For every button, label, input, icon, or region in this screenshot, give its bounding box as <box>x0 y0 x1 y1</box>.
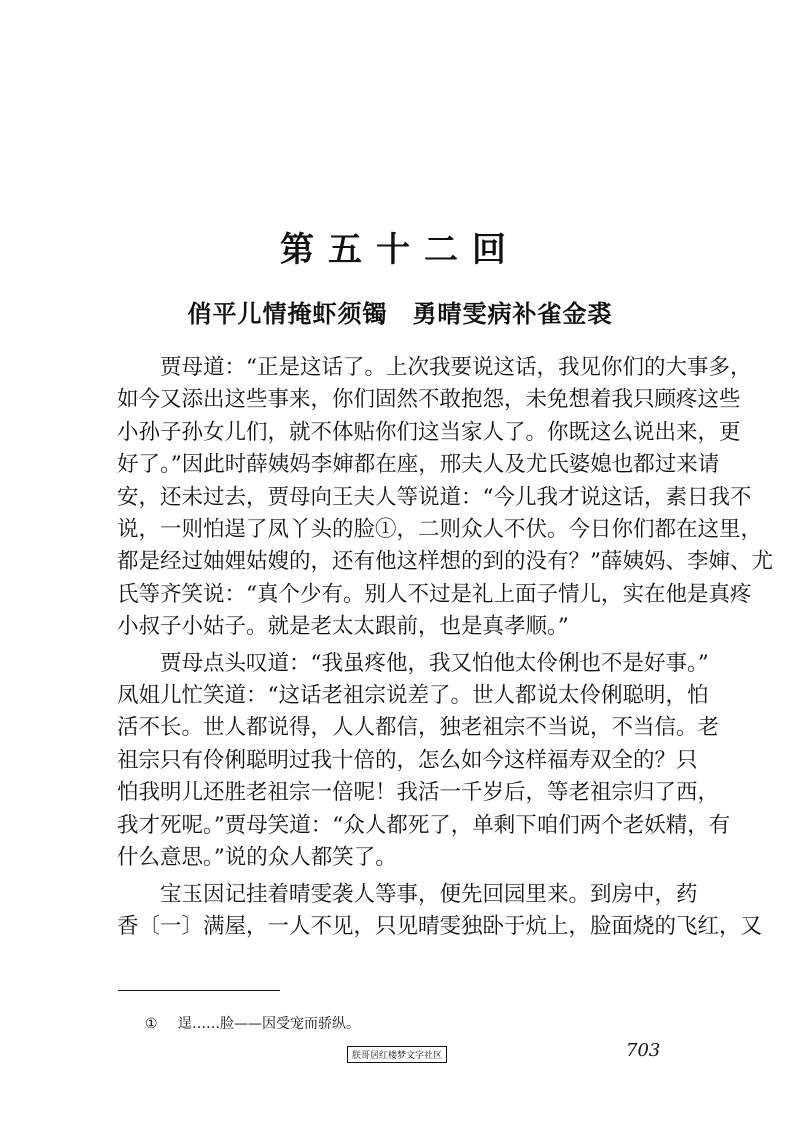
page-number: 703 <box>626 1040 661 1061</box>
text-line: 氏等齐笑说：“真个少有。别人不过是礼上面子情儿，实在他是真疼 <box>117 581 752 607</box>
text-line: 贾母点头叹道：“我虽疼他，我又怕他太伶俐也不是好事。” <box>117 650 709 676</box>
text-line: 宝玉因记挂着晴雯袭人等事，便先回园里来。到房中，药 <box>117 881 698 907</box>
text-line: 活不长。世人都说得，人人都信，独老祖宗不当说，不当信。老 <box>117 715 720 741</box>
text-line: 小叔子小姑子。就是老太太跟前，也是真孝顺。” <box>117 614 569 640</box>
text-line: 说，一则怕逞了凤丫头的脸①，二则众人不伏。今日你们都在这里， <box>117 517 763 543</box>
paragraph-3 <box>117 879 763 944</box>
footnote-text: 逞……脸——因受宠而骄纵。 <box>178 1016 361 1032</box>
chapter-title: 第五十二回 <box>280 230 520 270</box>
text-line: 贾母道：“正是这话了。上次我要说这话，我见你们的大事多， <box>117 355 752 380</box>
footnote-mark: ① <box>145 1016 158 1032</box>
text-line: 好了。”因此时薛姨妈李婶都在座，邢夫人及尤氏婆媳也都过来请 <box>117 452 720 478</box>
text-line: 凤姐儿忙笑道：“这话老祖宗说差了。世人都说太伶俐聪明，怕 <box>117 683 709 709</box>
text-line: 都是经过妯娌姑嫂的，还有他这样想的到的没有？”薛姨妈、李婶、尤 <box>117 549 773 575</box>
source-stamp: 朕哥居红楼梦文字社区 <box>347 1046 447 1063</box>
text-line: 怕我明儿还胜老祖宗一倍呢！我活一千岁后，等老祖宗归了西， <box>117 780 720 806</box>
footnote <box>145 1013 360 1033</box>
text-line: 香〔一〕满屋，一人不见，只见晴雯独卧于炕上，脸面烧的飞红，又 <box>117 913 763 939</box>
text-line: 如今又添出这些事来，你们固然不敢抱怨，未免想着我只顾疼这些 <box>117 387 741 413</box>
chapter-subtitle: 俏平儿情掩虾须镯 勇晴雯病补雀金裘 <box>187 299 613 328</box>
text-line: 小孙子孙女儿们，就不体贴你们这当家人了。你既这么说出来，更 <box>117 419 741 445</box>
paragraph-1 <box>117 352 773 644</box>
paragraph-2 <box>117 648 731 875</box>
text-line: 什么意思。”说的众人都笑了。 <box>117 845 397 871</box>
footnote-divider <box>118 990 280 991</box>
text-line: 祖宗只有伶俐聪明过我十倍的，怎么如今这样福寿双全的？只 <box>117 747 698 773</box>
body-text <box>117 352 773 943</box>
text-line: 安，还未过去，贾母向王夫人等说道：“今儿我才说这话，素日我不 <box>117 484 752 510</box>
text-line: 我才死呢。”贾母笑道：“众人都死了，单剩下咱们两个老妖精，有 <box>117 812 731 838</box>
